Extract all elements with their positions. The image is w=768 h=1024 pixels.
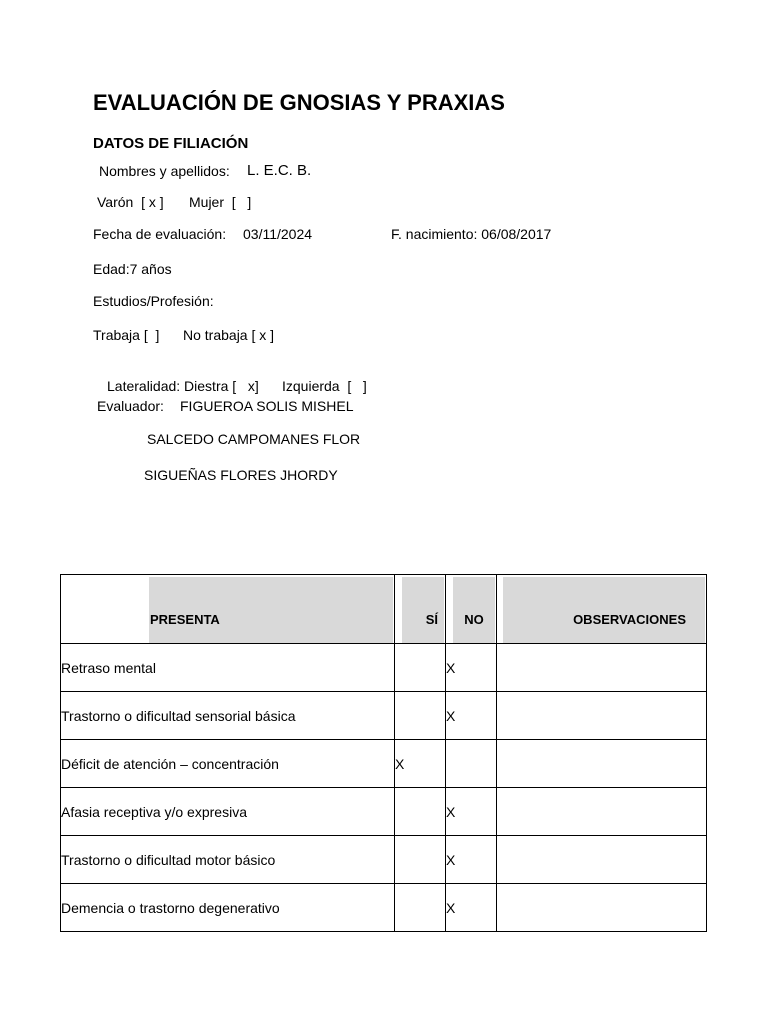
row-no-cell: X (446, 836, 497, 884)
row-no-cell: X (446, 692, 497, 740)
table-row (61, 788, 707, 836)
row-observaciones-cell (497, 884, 707, 932)
row-observaciones-cell (497, 644, 707, 692)
row-si-cell (395, 836, 446, 884)
row-observaciones-cell (497, 836, 707, 884)
row-si-cell (395, 692, 446, 740)
row-label: Retraso mental (61, 644, 395, 692)
edad: Edad:7 años (93, 261, 172, 277)
fecha-evaluacion-value: 03/11/2024 (243, 226, 313, 242)
row-no-cell: X (446, 884, 497, 932)
table-row (61, 740, 707, 788)
nombres-label: Nombres y apellidos: (99, 163, 230, 179)
mujer-option: Mujer [ ] (189, 194, 252, 210)
fecha-evaluacion-label: Fecha de evaluación: (93, 226, 227, 242)
row-label: Trastorno o dificultad motor básico (61, 836, 395, 884)
row-observaciones-cell (497, 692, 707, 740)
header-no (446, 575, 497, 644)
evaluation-table (60, 574, 707, 932)
row-no-cell: X (446, 644, 497, 692)
row-observaciones-cell (497, 740, 707, 788)
header-observaciones-label: OBSERVACIONES (573, 612, 686, 627)
row-no-cell (446, 740, 497, 788)
row-label: Trastorno o dificultad sensorial básica (61, 692, 395, 740)
row-no-cell: X (446, 788, 497, 836)
evaluador-name: SALCEDO CAMPOMANES FLOR (147, 431, 361, 447)
nombres-value: L. E.C. B. (247, 162, 312, 179)
row-si-cell (395, 644, 446, 692)
lateralidad-diestra: Lateralidad: Diestra [ x] (107, 378, 259, 394)
header-si (395, 575, 446, 644)
header-presenta (61, 575, 395, 644)
header-observaciones (497, 575, 707, 644)
row-label: Déficit de atención – concentración (61, 740, 395, 788)
no-trabaja-option: No trabaja [ x ] (183, 327, 275, 343)
trabaja-option: Trabaja [ ] (93, 327, 160, 343)
table-row (61, 884, 707, 932)
table-row (61, 644, 707, 692)
evaluador-name: FIGUEROA SOLIS MISHEL (180, 398, 354, 414)
evaluador-label: Evaluador: (97, 398, 164, 414)
table-header-row (61, 575, 707, 644)
document-title: EVALUACIÓN DE GNOSIAS Y PRAXIAS (93, 90, 505, 115)
estudios-profesion: Estudios/Profesión: (93, 293, 214, 309)
row-label: Afasia receptiva y/o expresiva (61, 788, 395, 836)
header-si-label: SÍ (425, 612, 438, 627)
table-row (61, 692, 707, 740)
varon-option: Varón [ x ] (97, 194, 164, 210)
row-label: Demencia o trastorno degenerativo (61, 884, 395, 932)
row-si-cell (395, 884, 446, 932)
row-observaciones-cell (497, 788, 707, 836)
header-presenta-label: PRESENTA (150, 612, 220, 627)
table-row (61, 836, 707, 884)
evaluador-name: SIGUEÑAS FLORES JHORDY (144, 467, 338, 483)
fecha-nacimiento: F. nacimiento: 06/08/2017 (391, 226, 552, 242)
row-si-cell (395, 788, 446, 836)
row-si-cell: X (395, 740, 446, 788)
header-no-label: NO (464, 612, 484, 627)
lateralidad-izquierda: Izquierda [ ] (282, 378, 367, 394)
section-title: DATOS DE FILIACIÓN (93, 135, 249, 152)
